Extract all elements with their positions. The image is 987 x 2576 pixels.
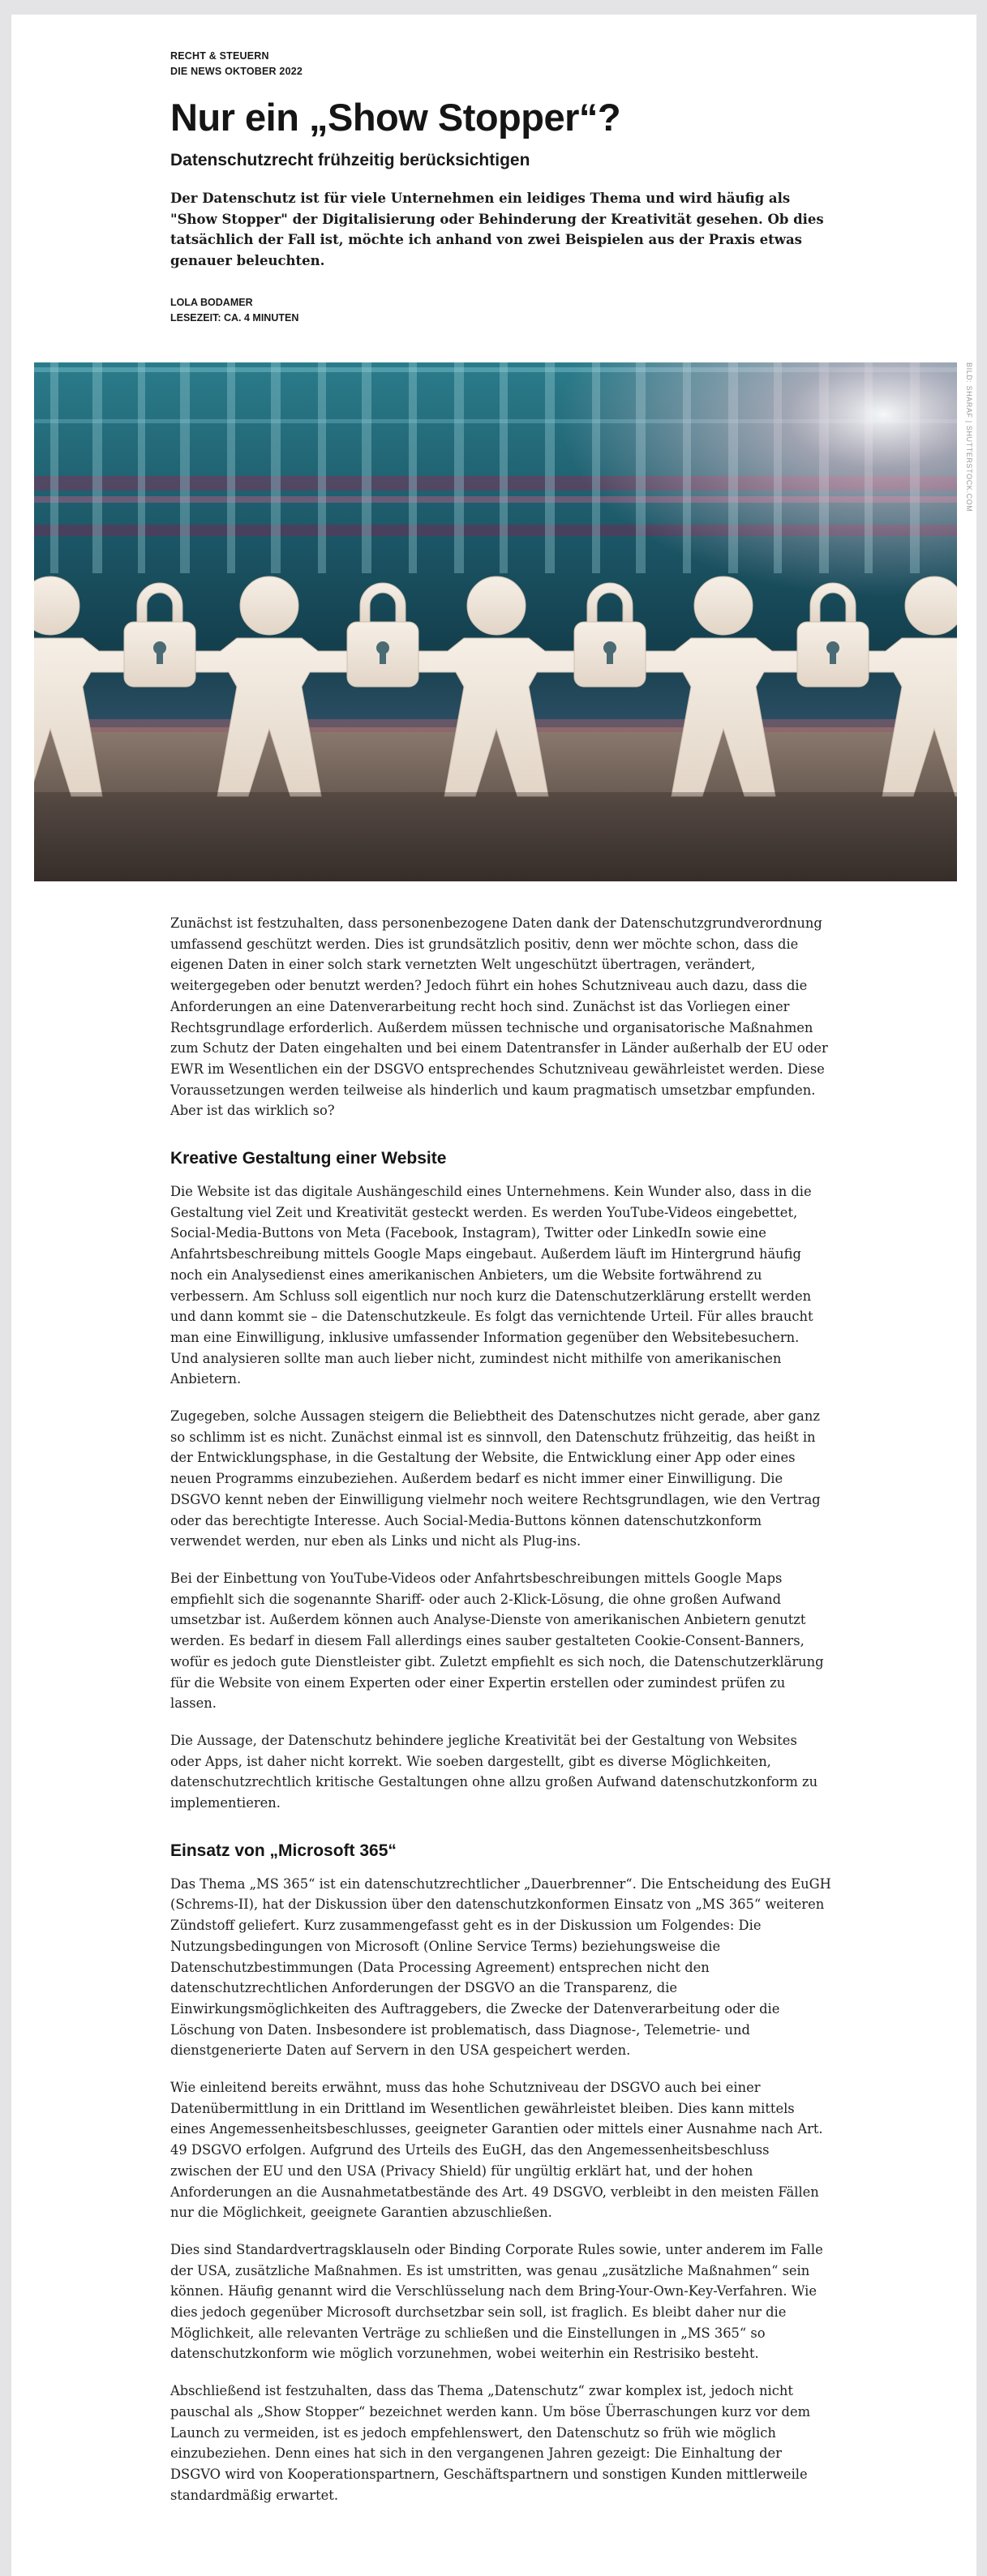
issue-label: DIE NEWS OKTOBER 2022 [170, 66, 303, 77]
body-paragraph: Zugegeben, solche Aussagen steigern die Beliebtheit des Datenschutzes nicht gerade, aber ganz so schlimm ist es nicht. Zunächst einmal ist es sinnvoll, den Datenschutz frühzeitig, das heißt in der Entwicklungsphase, in die Gestaltung der Website, die Entwicklung einer App oder eines neuen Programms einzubeziehen. Außerdem bedarf es nicht immer einer Einwilligung. Die DSGVO kennt neben der Einwilligung vielmehr noch weitere Rechtsgrundlagen, wie den Vertrag oder das berechtigte Interesse. Auch Social-Media-Buttons können datenschutzkonform verwendet werden, nur eben als Links und nicht als Plug-ins. [170, 1408, 821, 1549]
body-paragraph: Die Aussage, der Datenschutz behindere jegliche Kreativität bei der Gestaltung von Websites oder Apps, ist daher nicht korrekt. Wie soeben dargestellt, gibt es diverse Möglichkeiten, datenschutzrechtlich kritische Gestaltungen ohne allzu großen Aufwand datenschutzkonform zu implementieren. [170, 1732, 818, 1811]
article-page [11, 15, 976, 2576]
body-paragraph: Wie einleitend bereits erwähnt, muss das hohe Schutzniveau der DSGVO auch bei einer Datenübermittlung in ein Drittland im Wesentlichen gewährleistet bleiben. Dies kann mittels eines Angemessenheitsbeschlusses, geeigneter Garantien oder mittels einer Ausnahme nach Art. 49 DSGVO erfolgen. Aufgrund des Urteils des EuGH, das den Angemessenheitsbeschluss zwischen der EU und den USA (Privacy Shield) für ungültig erklärt hat, und der hohen Anforderungen an die Ausnahmetatbestände des Art. 49 DSGVO, verbleibt in den meisten Fällen nur die Möglichkeit, geeignete Garantien abzuschließen. [170, 2080, 823, 2221]
image-credit: BILD: SHARAF | SHUTTERSTOCK.COM [965, 362, 973, 512]
body-paragraph: Die Website ist das digitale Aushängeschild eines Unternehmens. Kein Wunder also, dass in die Gestaltung viel Zeit und Kreativität gesteckt werden. Es werden YouTube-Videos eingebettet, Social-Media-Buttons von Meta (Facebook, Instagram), Twitter oder LinkedIn sowie eine Anfahrtsbeschreibung mittels Google Maps eingebaut. Außerdem läuft im Hintergrund häufig noch ein Analysedienst eines amerikanischen Anbieters, um die Website fortwährend zu verbessern. Am Schluss soll eigentlich nur noch kurz die Datenschutzerklärung erstellt werden und dann kommt sie – die Datenschutzkeule. Es folgt das vernichtende Urteil. Für alles braucht man eine Einwilligung, inklusive umfassender Information gegenüber den Websitebesuchern. Und analysieren sollte man auch lieber nicht, zumindest nicht mithilfe von amerikanischen Anbietern. [170, 1184, 813, 1387]
section-heading-microsoft-365: Einsatz von „Microsoft 365“ [170, 1841, 397, 1860]
body-paragraph: Dies sind Standardvertragsklauseln oder Binding Corporate Rules sowie, unter anderem im Falle der USA, zusätzliche Maßnahmen. Es ist umstritten, was genau „zusätzliche Maßnahmen“ sein können. Häufig genannt wird die Verschlüsselung nach dem Bring-Your-Own-Key-Verfahren. Wie dies jedoch gegenüber Microsoft durchsetzbar sein soll, ist fraglich. Es bleibt daher nur die Möglichkeit, alle relevanten Verträge zu schließen und die Einstellungen in „MS 365“ so datenschutzkonform wie möglich vorzunehmen, wobei weiterhin ein Restrisiko besteht. [170, 2241, 823, 2362]
article-kicker [170, 49, 831, 79]
body-paragraph: Das Thema „MS 365“ ist ein datenschutzrechtlicher „Dauerbrenner“. Die Entscheidung des EuGH (Schrems-II), hat der Diskussion über den datenschutzkonformen Einsatz von „MS 365“ weiteren Zündstoff geliefert. Kurz zusammengefasst geht es in der Diskussion um Folgendes: Die Nutzungsbedingungen von Microsoft (Online Service Terms) beziehungsweise die Datenschutzbestimmungen (Data Processing Agreement) entsprechen nicht den datenschutzrechtlichen Anforderungen der DSGVO an die Transparenz, die Einwirkungsmöglichkeiten des Auftraggebers, die Zwecke der Datenverarbeitung oder die Löschung von Daten. Insbesondere ist problematisch, dass Diagnose-, Telemetrie- und dienstgenerierte Daten auf Servern in den USA gespeichert werden. [170, 1875, 831, 2059]
reading-time: LESEZEIT: CA. 4 MINUTEN [170, 312, 299, 324]
hero-image [34, 362, 957, 881]
article-lead: Der Datenschutz ist für viele Unternehmen ein leidiges Thema und wird häufig als "Show Stopper" der Digitalisierung oder Behinderung der Kreativität gesehen. Ob dies tatsächlich der Fall ist, möchte ich anhand von zwei Beispielen aus der Praxis etwas genauer beleuchten. [170, 191, 824, 268]
section-label[interactable]: RECHT & STEUERN [170, 50, 269, 62]
paper-chain-people-lock-illustration [34, 362, 957, 881]
article-byline [170, 295, 831, 326]
article-title: Nur ein „Show Stopper“? [170, 96, 621, 139]
author-name: LOLA BODAMER [170, 297, 253, 308]
intro-paragraph: Zunächst ist festzuhalten, dass personenbezogene Daten dank der Datenschutzgrundverordnung umfassend geschützt werden. Dies ist grundsätzlich positiv, denn wer möchte schon, dass die eigenen Daten in einer solch stark vernetzten Welt ungeschützt übertragen, verändert, weitergegeben oder benutzt werden? Jedoch führt ein hohes Schutzniveau auch dazu, dass die Anforderungen an eine Datenverarbeitung recht hoch sind. Zunächst ist das Vorliegen einer Rechtsgrundlage erforderlich. Außerdem müssen technische und organisatorische Maßnahmen zum Schutz der Daten eingehalten und bei einem Datentransfer in Länder außerhalb der EU oder EWR im Wesentlichen ein der DSGVO entsprechendes Schutzniveau gewährleistet werden. Diese Voraussetzungen werden teilweise als hinderlich und kaum pragmatisch umsetzbar empfunden. Aber ist das wirklich so? [170, 915, 828, 1119]
article-body [170, 913, 831, 2522]
body-paragraph: Abschließend ist festzuhalten, dass das Thema „Datenschutz“ zwar komplex ist, jedoch nicht pauschal als „Show Stopper“ bezeichnet werden kann. Um böse Überraschungen kurz vor dem Launch zu vermeiden, ist es jedoch empfehlenswert, den Datenschutz so früh wie möglich einzubeziehen. Denn eines hat sich in den vergangenen Jahren gezeigt: Die Einhaltung der DSGVO wird von Kooperationspartnern, Geschäftspartnern und sonstigen Kunden mittlerweile standardmäßig erwartet. [170, 2383, 811, 2503]
body-paragraph: Bei der Einbettung von YouTube-Videos oder Anfahrtsbeschreibungen mittels Google Maps empfiehlt sich die sogenannte Shariff- oder auch 2-Klick-Lösung, die ohne großen Aufwand umsetzbar ist. Außerdem können auch Analyse-Dienste von amerikanischen Anbietern genutzt werden. Es bedarf in diesem Fall allerdings eines sauber gestalteten Cookie-Consent-Banners, wofür es jedoch gute Dienstleister gibt. Zuletzt empfiehlt es sich noch, die Datenschutzerklärung für die Website von einem Experten oder einer Expertin erstellen oder zumindest prüfen zu lassen. [170, 1570, 824, 1712]
article-subtitle: Datenschutzrecht frühzeitig berücksichtigen [170, 151, 530, 169]
section-heading-website: Kreative Gestaltung einer Website [170, 1149, 447, 1168]
